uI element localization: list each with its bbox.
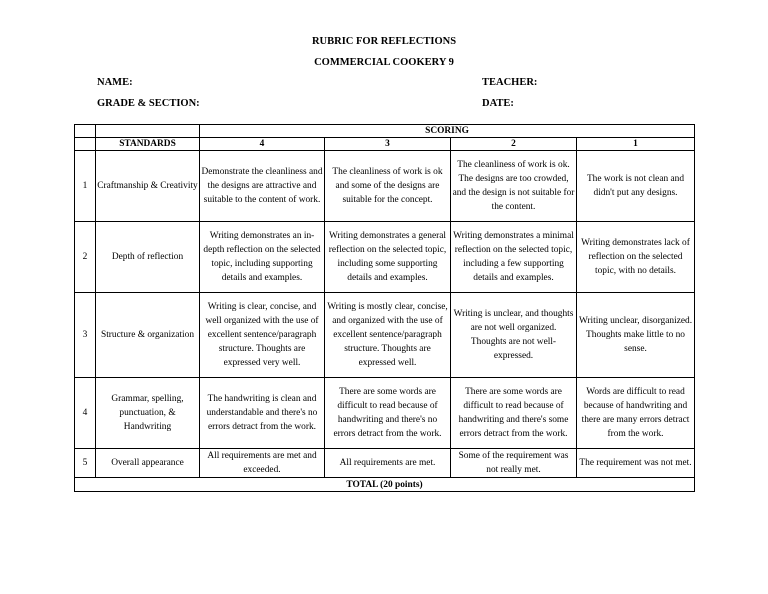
blank-number-header bbox=[75, 138, 96, 151]
criteria-score-3: All requirements are met. bbox=[325, 449, 451, 478]
standard-name: Overall appearance bbox=[96, 449, 200, 478]
criteria-score-3: There are some words are difficult to read because of handwriting and there's no errors detract from the work. bbox=[325, 378, 451, 449]
criteria-score-1: Writing demonstrates lack of reflection on the selected topic, with no details. bbox=[577, 222, 695, 293]
criteria-score-4: Writing demonstrates an in-depth reflection on the selected topic, including supporting details and examples. bbox=[200, 222, 325, 293]
document-title: RUBRIC FOR REFLECTIONS bbox=[311, 36, 457, 47]
column-header-row bbox=[75, 138, 695, 151]
criteria-score-3: Writing is mostly clear, concise, and organized with the use of excellent sentence/paragraph structure. Thoughts are expressed well. bbox=[325, 293, 451, 378]
row-number: 5 bbox=[75, 449, 96, 478]
score-header-4: 4 bbox=[200, 138, 325, 151]
score-header-2: 2 bbox=[451, 138, 577, 151]
grade-section-label: GRADE & SECTION: bbox=[97, 98, 200, 109]
criteria-score-2: Writing demonstrates a minimal reflection on the selected topic, including a few supporting details and examples. bbox=[451, 222, 577, 293]
name-label: NAME: bbox=[97, 77, 133, 88]
criteria-score-4: Demonstrate the cleanliness and the designs are attractive and suitable to the content of work. bbox=[200, 151, 325, 222]
row-number: 2 bbox=[75, 222, 96, 293]
criteria-score-1: Words are difficult to read because of handwriting and there are many errors detract from the work. bbox=[577, 378, 695, 449]
criteria-score-2: There are some words are difficult to read because of handwriting and there's some errors detract from the work. bbox=[451, 378, 577, 449]
total-label: TOTAL (20 points) bbox=[75, 478, 695, 492]
rubric-table bbox=[74, 124, 695, 492]
total-row bbox=[75, 478, 695, 492]
standards-header: STANDARDS bbox=[96, 138, 200, 151]
blank-corner-cell bbox=[75, 125, 96, 138]
row-number: 1 bbox=[75, 151, 96, 222]
score-header-1: 1 bbox=[577, 138, 695, 151]
criteria-score-4: Writing is clear, concise, and well organized with the use of excellent sentence/paragraph structure. Thoughts are expressed very well. bbox=[200, 293, 325, 378]
standard-name: Structure & organization bbox=[96, 293, 200, 378]
table-row bbox=[75, 449, 695, 478]
teacher-label: TEACHER: bbox=[482, 77, 538, 88]
row-number: 4 bbox=[75, 378, 96, 449]
table-row bbox=[75, 151, 695, 222]
row-number: 3 bbox=[75, 293, 96, 378]
scoring-header-row bbox=[75, 125, 695, 138]
criteria-score-2: Some of the requirement was not really met. bbox=[451, 449, 577, 478]
table-row bbox=[75, 378, 695, 449]
standard-name: Depth of reflection bbox=[96, 222, 200, 293]
criteria-score-2: Writing is unclear, and thoughts are not well organized. Thoughts are not well-expressed. bbox=[451, 293, 577, 378]
date-label: DATE: bbox=[482, 98, 514, 109]
criteria-score-3: Writing demonstrates a general reflection on the selected topic, including some supporting details and examples. bbox=[325, 222, 451, 293]
criteria-score-4: All requirements are met and exceeded. bbox=[200, 449, 325, 478]
document-subtitle: COMMERCIAL COOKERY 9 bbox=[314, 57, 454, 68]
table-row bbox=[75, 222, 695, 293]
standard-name: Grammar, spelling, punctuation, & Handwriting bbox=[96, 378, 200, 449]
criteria-score-3: The cleanliness of work is ok and some of the designs are suitable for the concept. bbox=[325, 151, 451, 222]
criteria-score-1: The requirement was not met. bbox=[577, 449, 695, 478]
criteria-score-4: The handwriting is clean and understandable and there's no errors detract from the work. bbox=[200, 378, 325, 449]
score-header-3: 3 bbox=[325, 138, 451, 151]
criteria-score-2: The cleanliness of work is ok. The designs are too crowded, and the design is not suitable for the content. bbox=[451, 151, 577, 222]
table-row bbox=[75, 293, 695, 378]
criteria-score-1: Writing unclear, disorganized. Thoughts make little to no sense. bbox=[577, 293, 695, 378]
scoring-header: SCORING bbox=[200, 125, 695, 138]
criteria-score-1: The work is not clean and didn't put any designs. bbox=[577, 151, 695, 222]
standard-name: Craftmanship & Creativity bbox=[96, 151, 200, 222]
blank-corner-cell bbox=[96, 125, 200, 138]
